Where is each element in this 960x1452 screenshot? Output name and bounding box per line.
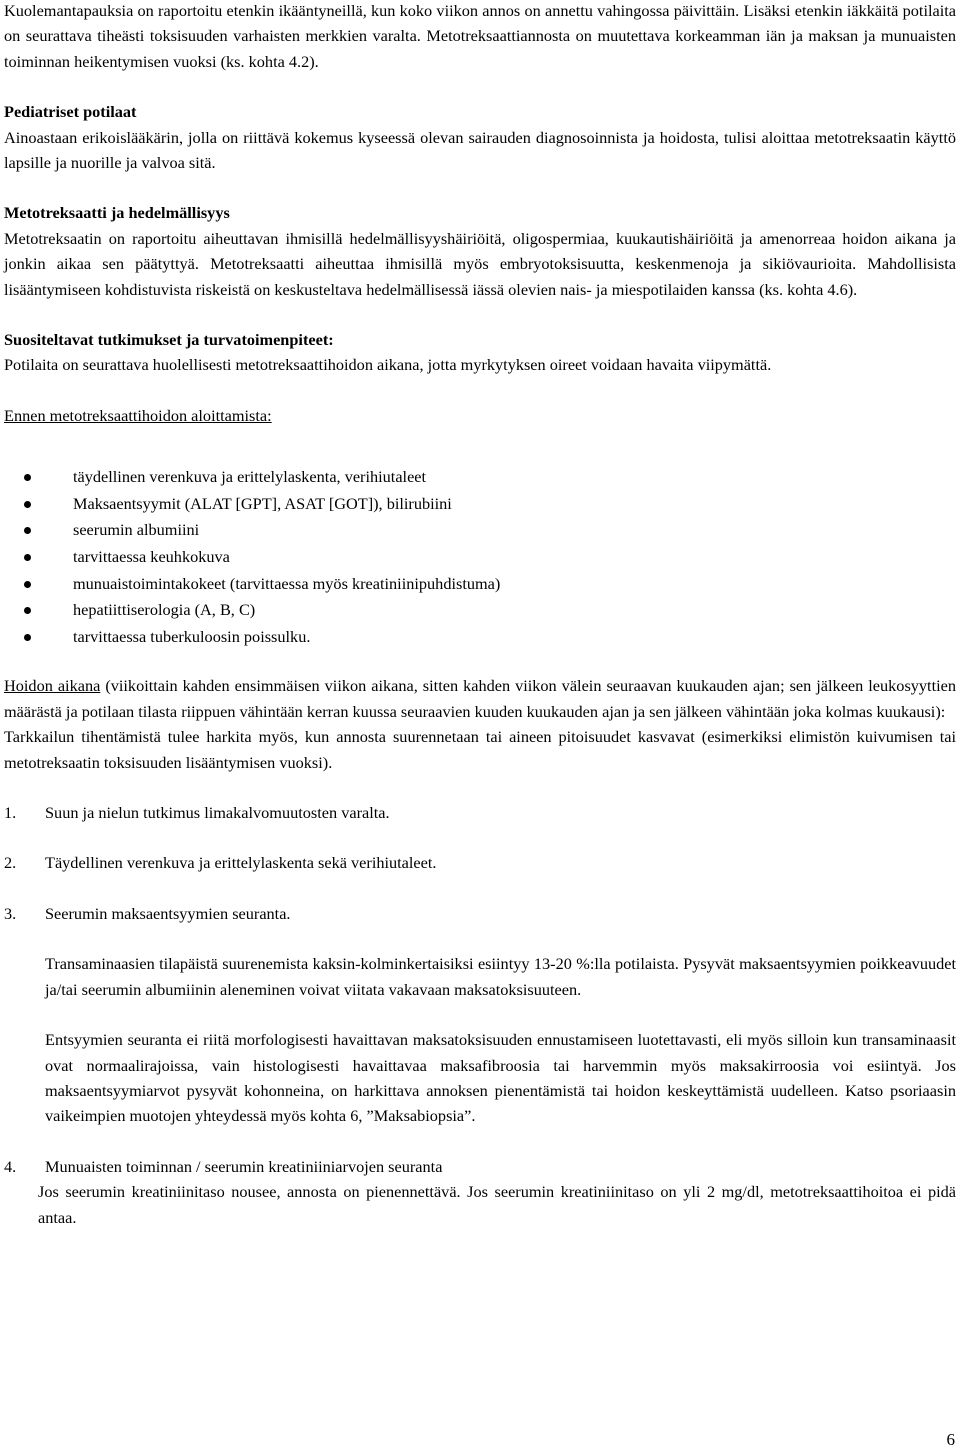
list-item: munuaistoimintakokeet (tarvittaessa myös kreatiniinipuhdistuma) (4, 571, 956, 598)
bullet-icon (24, 581, 31, 588)
during-treatment-heading: Hoidon aikana (4, 676, 101, 696)
item-text: Seerumin maksaentsyymien seuranta. (45, 903, 291, 923)
item-text: Suun ja nielun tutkimus limakalvomuutosten varalta. (45, 803, 390, 823)
item-text: Täydellinen verenkuva ja erittelylaskenta sekä verihiutaleet. (45, 853, 437, 873)
bullet-icon (24, 634, 31, 641)
during-treatment-paragraph (4, 673, 956, 724)
recommended-heading: Suositeltavat tutkimukset ja turvatoimenpiteet: (4, 330, 334, 350)
fertility-heading: Metotreksaatti ja hedelmällisyys (4, 203, 230, 223)
during-treatment-text: (viikoittain kahden ensimmäisen viikon aikana, sitten kahden viikon välein seuraavan kuukauden ajan; sen jälkeen leukosyyttien määrästä ja potilaan tilasta riippuen vähintään kerran kuussa seuraavien kuuden kuukauden ajan ja sen jälkeen vähintään joka kolmas kuukausi): (4, 676, 956, 721)
before-treatment-list (4, 464, 956, 650)
item-number: 2. (4, 853, 17, 873)
list-item: tarvittaessa tuberkuloosin poissulku. (4, 624, 956, 651)
list-item: tarvittaessa keuhkokuva (4, 544, 956, 571)
enzyme-monitoring-paragraph: Entsyymien seuranta ei riitä morfologisesti havaittavan maksatoksisuuden ennustamiseen luotettavasti, eli myös silloin kun transaminaasit ovat normaalirajoissa, vain histologisesti havaittavaa maksafibroosia tai harvemmin myös maksakirroosia voi esiintyä. Jos maksaentsyymiarvot pysyvät kohonneina, on harkittava annoksen pienentämistä tai hoidon keskeyttämistä uudelleen. Katso psoriaasin vaikeimpien muotojen yhteydessä myös kohta 6, ”Maksabiopsia”. (45, 1030, 956, 1126)
list-item: hepatiittiserologia (A, B, C) (4, 597, 956, 624)
item-text: Munuaisten toiminnan / seerumin kreatiniiniarvojen seuranta (45, 1156, 443, 1176)
item-number: 3. (4, 903, 17, 923)
pediatric-heading: Pediatriset potilaat (4, 102, 137, 122)
before-treatment-heading: Ennen metotreksaattihoidon aloittamista: (4, 405, 272, 425)
item-number: 1. (4, 803, 17, 823)
list-item: Maksaentsyymit (ALAT [GPT], ASAT [GOT]), bilirubiini (4, 491, 956, 518)
fertility-paragraph: Metotreksaatin on raportoitu aiheuttavan ihmisillä hedelmällisyyshäiriöitä, oligospermiaa, kuukautishäiriöitä ja amenorreaa hoidon aikana ja jonkin aikaa sen päätyttyä. Metotreksaatti aiheuttaa ihmisillä myös embryotoksisuutta, keskenmenoja ja sikiövaurioita. Mahdollisista lisääntymiseen kohdistuvista riskeistä on keskusteltava hedelmällisessä iässä olevien nais- ja miespotilaiden kanssa (ks. kohta 4.6). (4, 228, 956, 299)
monitoring-paragraph: Tarkkailun tihentämistä tulee harkita myös, kun annosta suurennetaan tai aineen pitoisuudet kasvavat (esimerkiksi elimistön kuivumisen tai metotreksaatin toksisuuden lisääntymisen vuoksi). (4, 727, 956, 772)
numbered-item-1 (4, 800, 956, 825)
bullet-icon (24, 474, 31, 481)
numbered-item-4 (4, 1154, 956, 1179)
list-item: seerumin albumiini (4, 517, 956, 544)
bullet-icon (24, 607, 31, 614)
intro-paragraph: Kuolemantapauksia on raportoitu etenkin ikääntyneillä, kun koko viikon annos on annettu vahingossa päivittäin. Lisäksi etenkin iäkkäitä potilaita on seurattava tiheästi toksisuuden varhaisten merkkien varalta. Metotreksaattiannosta on muutettava korkeamman iän ja maksan ja munuaisten toiminnan heikentymisen vuoksi (ks. kohta 4.2). (4, 1, 956, 71)
recommended-paragraph: Potilaita on seurattava huolellisesti metotreksaattihoidon aikana, jotta myrkytyksen oireet voidaan havaita viipymättä. (4, 355, 772, 375)
page-number: 6 (946, 1430, 955, 1449)
list-item: täydellinen verenkuva ja erittelylaskenta, verihiutaleet (4, 464, 956, 491)
bullet-icon (24, 554, 31, 561)
bullet-icon (24, 501, 31, 508)
numbered-item-2 (4, 850, 956, 875)
numbered-item-3 (4, 901, 956, 926)
document-page (4, 0, 956, 1230)
transaminase-paragraph: Transaminaasien tilapäistä suurenemista kaksin-kolminkertaisiksi esiintyy 13-20 %:lla potilaista. Pysyvät maksaentsyymien poikkeavuudet ja/tai seerumin albumiinin aleneminen voivat viitata vakavaan maksatoksisuuteen. (45, 954, 956, 999)
creatinine-paragraph: Jos seerumin kreatiniinitaso nousee, annosta on pienennettävä. Jos seerumin kreatiniinitaso on yli 2 mg/dl, metotreksaattihoitoa ei pidä antaa. (38, 1182, 956, 1227)
item-number: 4. (4, 1156, 17, 1176)
pediatric-paragraph: Ainoastaan erikoislääkärin, jolla on riittävä kokemus kyseessä olevan sairauden diagnosoinnista ja hoidosta, tulisi aloittaa metotreksaatin käyttö lapsille ja nuorille ja valvoa sitä. (4, 127, 956, 173)
bullet-icon (24, 527, 31, 534)
